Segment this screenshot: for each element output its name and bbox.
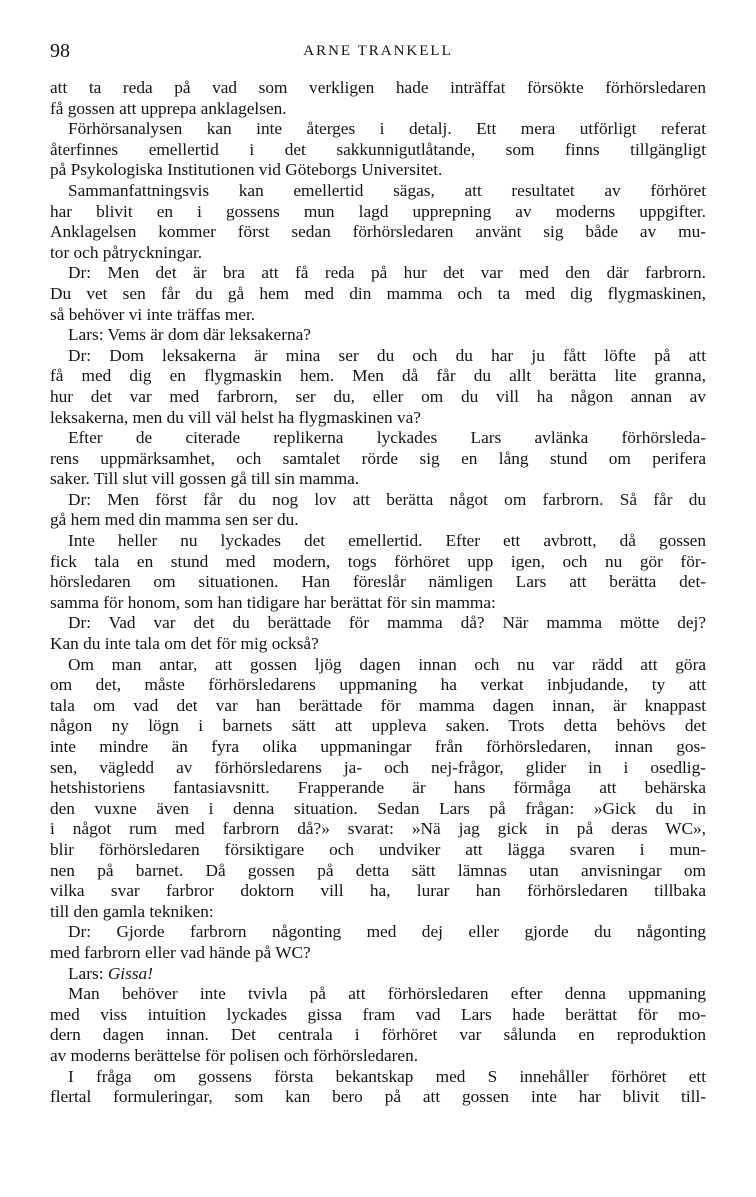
text-line: fick tala en stund med modern, togs förhöret upp igen, och nu gör för- — [50, 551, 706, 571]
running-head: ARNE TRANKELL — [303, 43, 453, 59]
text-line: Lars: Vems är dom där leksakerna? — [68, 325, 311, 345]
text-line: i något rum med farbrorn då?» svarat: »Nä jag gick in på deras WC», — [50, 819, 706, 839]
text-line: Om man antar, att gossen ljög dagen innan och nu var rädd att göra — [68, 654, 706, 674]
text-line: med viss intuition lyckades gissa fram vad Lars hade berättat för mo- — [50, 1004, 706, 1024]
text-line: med farbrorn eller vad hände på WC? — [50, 942, 311, 962]
text-line — [50, 964, 706, 985]
text-line: vilka svar farbror doktorn vill ha, lurar han förhörsledaren tillbaka — [50, 881, 706, 901]
text-line: dern dagen innan. Det centrala i förhöret var sålunda en reproduktion — [50, 1025, 706, 1045]
text-line: tor och påtryckningar. — [50, 242, 203, 262]
text-line: någon ny lögn i barnets sätt att uppleva saken. Trots detta behövs det — [50, 716, 706, 736]
italic-answer: Gissa! — [107, 963, 153, 983]
text-line: Du vet sen får du gå hem med din mamma och ta med dig flygmaskinen, — [50, 283, 706, 303]
text-line: så behöver vi inte träffas mer. — [50, 304, 256, 324]
text-line: Förhörsanalysen kan inte återges i detalj. Ett mera utförligt referat — [68, 119, 706, 139]
text-line: på Psykologiska Institutionen vid Göteborgs Universitet. — [50, 160, 443, 180]
text-line: till den gamla tekniken: — [50, 901, 214, 921]
text-line: Dr: Men först får du nog lov att berätta något om farbrorn. Så får du — [68, 489, 706, 509]
text-line: har blivit en i gossens mun lagd upprepning av moderns uppgifter. — [50, 201, 706, 221]
text-line: av moderns berättelse för polisen och förhörsledaren. — [50, 1045, 419, 1065]
text-line: Dr: Dom leksakerna är mina ser du och du har ju fått löfte på att — [68, 345, 706, 365]
text-line: Inte heller nu lyckades det emellertid. Efter ett avbrott, då gossen — [68, 531, 706, 551]
text-line: att ta reda på vad som verkligen hade inträffat försökte förhörsledaren — [50, 78, 706, 97]
text-line: om det, måste förhörsledarens uppmaning ha verkat inbjudande, ty att — [50, 675, 706, 695]
text-line: gå hem med din mamma sen ser du. — [50, 510, 299, 530]
page-header — [50, 40, 706, 66]
text-line: Anklagelsen kommer först sedan förhörsledaren använt sig både av mu- — [50, 222, 706, 242]
text-line: rens uppmärksamhet, och samtalet rörde sig en lång stund om perifera — [50, 448, 706, 468]
text-line: Dr: Vad var det du berättade för mamma då? När mamma mötte dej? — [68, 613, 706, 633]
text-line: Man behöver inte tvivla på att förhörsledaren efter denna uppmaning — [68, 984, 706, 1004]
text-line: saker. Till slut vill gossen gå till sin mamma. — [50, 469, 360, 489]
text-line: sen, vägledd av förhörsledarens ja- och nej-frågor, glider in i osedlig- — [50, 757, 706, 777]
text-line: tala om vad det var han berättade för mamma dagen innan, är knappast — [50, 695, 706, 715]
text-line: den vuxne även i denna situation. Sedan Lars på frågan: »Gick du in — [50, 798, 706, 818]
text-line: nen på barnet. Då gossen på detta sätt lämnas utan anvisningar om — [50, 860, 706, 880]
text-line: Dr: Gjorde farbrorn någonting med dej eller gjorde du någonting — [68, 922, 706, 942]
text-line: Kan du inte tala om det för mig också? — [50, 634, 319, 654]
text-line: hörsledaren om situationen. Han föreslår nämligen Lars att berätta det- — [50, 572, 706, 592]
text-line: I fråga om gossens första bekantskap med S innehåller förhöret ett — [68, 1066, 706, 1086]
text-line: inte mindre än fyra olika uppmaningar från förhörsledaren, innan gos- — [50, 737, 706, 756]
text-line: få gossen att upprepa anklagelsen. — [50, 98, 287, 118]
text-line: samma för honom, som han tidigare har berättat för sin mamma: — [50, 592, 496, 612]
body-text — [50, 78, 706, 1108]
text-line: flertal formuleringar, som kan bero på att gossen inte har blivit till- — [50, 1087, 706, 1107]
text-line: Dr: Men det är bra att få reda på hur det var med den där farbrorn. — [68, 263, 706, 283]
text-line: återfinnes emellertid i det sakkunnigutlåtande, som finns tillgängligt — [50, 139, 706, 159]
page-number: 98 — [50, 40, 70, 62]
text-line: Sammanfattningsvis kan emellertid sägas, att resultatet av förhöret — [68, 180, 706, 200]
text-line: hetshistoriens fantasiavsnitt. Frapperande är hans förmåga att behärska — [50, 778, 706, 798]
text-line: få med dig en flygmaskin hem. Men då får du allt berätta lite granna, — [50, 366, 706, 386]
text-line: leksakerna, men du vill väl helst ha flygmaskinen va? — [50, 407, 421, 427]
text-line: Efter de citerade replikerna lyckades Lars avlänka förhörsleda- — [68, 428, 706, 448]
text-line: hur det var med farbrorn, ser du, eller om du vill ha någon annan av — [50, 386, 706, 406]
speaker-label: Lars: — [68, 963, 108, 983]
text-line: blir förhörsledaren försiktigare och undviker att lägga svaren i mun- — [50, 839, 706, 859]
